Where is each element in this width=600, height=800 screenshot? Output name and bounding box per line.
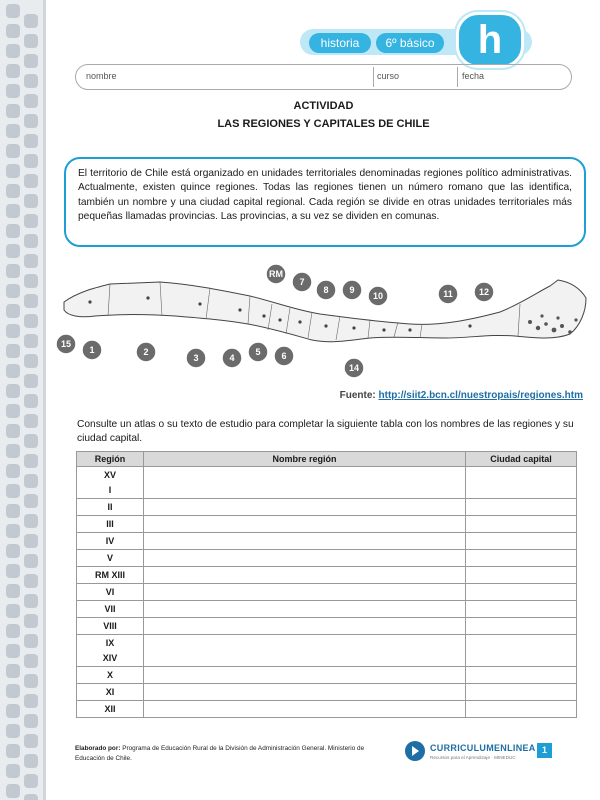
region-marker xyxy=(316,280,336,300)
capital-city-cell[interactable] xyxy=(466,635,577,667)
region-code-cell xyxy=(77,567,144,584)
decorative-square xyxy=(24,334,38,348)
decorative-square xyxy=(24,354,38,368)
subject-logo: h xyxy=(456,12,524,68)
decorative-square xyxy=(6,184,20,198)
region-code-cell xyxy=(77,667,144,684)
region-name-cell[interactable] xyxy=(144,684,466,701)
table-row xyxy=(77,584,577,601)
region-name-cell[interactable] xyxy=(144,618,466,635)
decorative-square xyxy=(24,294,38,308)
decorative-square xyxy=(24,554,38,568)
region-name-cell[interactable] xyxy=(144,567,466,584)
region-marker xyxy=(266,264,286,284)
decorative-square xyxy=(6,304,20,318)
region-marker-label: 4 xyxy=(229,353,235,363)
region-marker xyxy=(474,282,494,302)
date-field-label: fecha xyxy=(462,71,485,81)
region-code: XI xyxy=(105,686,115,697)
grade-badge: 6º básico xyxy=(376,33,444,53)
region-marker xyxy=(186,348,206,368)
decorative-square xyxy=(6,164,20,178)
table-row xyxy=(77,567,577,584)
source-link[interactable]: http://siit2.bcn.cl/nuestropais/regiones.htm xyxy=(378,390,583,401)
decorative-square xyxy=(24,794,38,800)
region-name-cell[interactable] xyxy=(144,584,466,601)
decorative-square xyxy=(6,484,20,498)
decorative-square xyxy=(6,784,20,798)
decorative-square xyxy=(24,314,38,328)
intro-text-box: El territorio de Chile está organizado en unidades territoriales denominadas regiones político administrativas. Actualmente, existen quince regiones. Todas las regiones tienen un número romano que las identifica, también un nombre y una ciudad capital regional. Cada región se divide en otras unidades territoriales más pequeñas llamadas provincias. Las provincias, a su vez se dividen en comunas. xyxy=(64,157,586,247)
region-marker-label: 14 xyxy=(348,363,360,373)
decorative-square xyxy=(6,24,20,38)
decorative-square xyxy=(24,434,38,448)
decorative-square xyxy=(24,454,38,468)
region-marker-label: 1 xyxy=(89,345,95,355)
region-code: XII xyxy=(104,703,116,714)
decorative-square xyxy=(6,504,20,518)
decorative-square xyxy=(6,564,20,578)
decorative-square xyxy=(6,384,20,398)
decorative-square xyxy=(6,724,20,738)
decorative-square xyxy=(24,414,38,428)
region-marker-label: 12 xyxy=(478,287,490,297)
chile-regions-map xyxy=(50,258,590,386)
region-marker-label: 7 xyxy=(299,277,305,287)
decorative-square xyxy=(24,374,38,388)
capital-city-cell[interactable] xyxy=(466,684,577,701)
region-marker-label: 5 xyxy=(255,347,261,357)
decorative-square xyxy=(6,604,20,618)
region-name-cell[interactable] xyxy=(144,467,466,499)
region-marker-label: 8 xyxy=(323,285,329,295)
region-name-cell[interactable] xyxy=(144,533,466,550)
capital-city-cell[interactable] xyxy=(466,701,577,718)
region-name-cell[interactable] xyxy=(144,701,466,718)
region-code-cell xyxy=(77,550,144,567)
decorative-square xyxy=(24,154,38,168)
table-row xyxy=(77,635,577,667)
brand-tagline: Recursos para el Aprendizaje · MINEDUC xyxy=(430,755,516,760)
table-row xyxy=(77,618,577,635)
decorative-square xyxy=(6,144,20,158)
region-marker-label: 9 xyxy=(349,285,355,295)
decorative-square xyxy=(24,754,38,768)
decorative-square xyxy=(24,534,38,548)
decorative-square xyxy=(24,234,38,248)
region-code: RM XIII xyxy=(94,569,125,580)
region-code: IX xyxy=(105,637,115,648)
decorative-square xyxy=(6,44,20,58)
decorative-square xyxy=(24,594,38,608)
region-name-cell[interactable] xyxy=(144,601,466,618)
decorative-square xyxy=(6,244,20,258)
table-row xyxy=(77,499,577,516)
regions-table xyxy=(76,451,577,718)
table-row xyxy=(77,467,577,499)
decorative-square xyxy=(24,94,38,108)
region-marker xyxy=(274,346,294,366)
decorative-square xyxy=(24,114,38,128)
credit-label: Elaborado por: xyxy=(75,745,121,752)
region-code-cell xyxy=(77,684,144,701)
decorative-square xyxy=(24,54,38,68)
decorative-square xyxy=(24,174,38,188)
decorative-square xyxy=(6,224,20,238)
decorative-square xyxy=(6,284,20,298)
decorative-square xyxy=(24,674,38,688)
region-marker xyxy=(248,342,268,362)
table-row xyxy=(77,516,577,533)
decorative-square xyxy=(24,394,38,408)
capital-city-cell[interactable] xyxy=(466,467,577,499)
decorative-square xyxy=(6,324,20,338)
table-row xyxy=(77,550,577,567)
decorative-square xyxy=(24,614,38,628)
decorative-square xyxy=(6,764,20,778)
decorative-square xyxy=(24,774,38,788)
region-code: VI xyxy=(105,586,115,597)
capital-city-cell[interactable] xyxy=(466,550,577,567)
decorative-square xyxy=(6,424,20,438)
student-info-fields xyxy=(75,64,572,90)
region-code: V xyxy=(106,552,113,563)
decorative-square xyxy=(6,684,20,698)
region-name-cell[interactable] xyxy=(144,550,466,567)
decorative-square xyxy=(24,254,38,268)
region-name-cell[interactable] xyxy=(144,667,466,684)
decorative-square xyxy=(6,104,20,118)
region-name-cell[interactable] xyxy=(144,516,466,533)
region-marker-label: RM xyxy=(269,269,283,279)
region-code-cell xyxy=(77,635,144,667)
region-marker-label: 6 xyxy=(281,351,287,361)
decorative-square xyxy=(24,634,38,648)
region-marker-label: 2 xyxy=(143,347,149,357)
decorative-square xyxy=(6,444,20,458)
activity-title: ACTIVIDAD xyxy=(293,100,354,112)
table-instructions: Consulte un atlas o su texto de estudio para completar la siguiente tabla con los nombres de las regiones y su ciudad capital. xyxy=(77,419,574,444)
region-marker-label: 10 xyxy=(372,291,384,301)
region-marker xyxy=(292,272,312,292)
capital-city-cell[interactable] xyxy=(466,516,577,533)
decorative-square xyxy=(6,4,20,18)
decorative-square xyxy=(6,64,20,78)
region-marker xyxy=(368,286,388,306)
region-marker xyxy=(136,342,156,362)
capital-city-cell[interactable] xyxy=(466,584,577,601)
region-name-cell[interactable] xyxy=(144,635,466,667)
decorative-square xyxy=(6,264,20,278)
decorative-square xyxy=(24,34,38,48)
region-code-cell xyxy=(77,467,144,499)
region-marker-label: 11 xyxy=(443,289,453,299)
decorative-square xyxy=(6,644,20,658)
region-marker-label: 3 xyxy=(193,353,199,363)
activity-subtitle: LAS REGIONES Y CAPITALES DE CHILE xyxy=(217,118,430,130)
table-row xyxy=(77,684,577,701)
decorative-square xyxy=(24,514,38,528)
region-code: XIV xyxy=(102,652,118,663)
decorative-square xyxy=(24,214,38,228)
decorative-square xyxy=(6,124,20,138)
decorative-square xyxy=(6,464,20,478)
region-code-cell xyxy=(77,533,144,550)
decorative-square xyxy=(24,194,38,208)
course-field-label: curso xyxy=(377,71,400,81)
decorative-square xyxy=(6,624,20,638)
decorative-square xyxy=(24,14,38,28)
table-row xyxy=(77,667,577,684)
decorative-square xyxy=(24,474,38,488)
table-row xyxy=(77,701,577,718)
curriculum-en-linea-logo xyxy=(404,740,536,766)
decorative-square xyxy=(6,404,20,418)
capital-city-cell[interactable] xyxy=(466,601,577,618)
name-field-label: nombre xyxy=(86,71,117,81)
field-divider xyxy=(373,67,374,87)
decorative-square xyxy=(24,274,38,288)
region-marker-label: 15 xyxy=(60,339,72,349)
table-row xyxy=(77,533,577,550)
decorative-square xyxy=(6,544,20,558)
region-code: IV xyxy=(105,535,115,546)
decorative-square xyxy=(6,704,20,718)
region-code-cell xyxy=(77,516,144,533)
page-number: 1 xyxy=(537,743,552,758)
region-code: X xyxy=(106,669,113,680)
credit-text: Programa de Educación Rural de la División de Administración General. Ministerio de Educación de Chile. xyxy=(75,745,365,762)
decorative-square xyxy=(24,494,38,508)
region-code-cell xyxy=(77,618,144,635)
region-marker xyxy=(222,348,242,368)
decorative-square xyxy=(6,84,20,98)
region-marker xyxy=(344,358,364,378)
region-code: III xyxy=(106,518,114,529)
region-marker xyxy=(56,334,76,354)
region-marker xyxy=(82,340,102,360)
region-code: VIII xyxy=(103,620,117,631)
capital-city-cell[interactable] xyxy=(466,567,577,584)
brand-name: CURRICULUMENLINEA xyxy=(430,743,536,753)
capital-city-cell[interactable] xyxy=(466,499,577,516)
capital-city-cell[interactable] xyxy=(466,667,577,684)
column-header-region: Región xyxy=(77,452,144,467)
region-code: VII xyxy=(104,603,116,614)
column-header-capital: Ciudad capital xyxy=(466,452,577,467)
region-code-cell xyxy=(77,584,144,601)
decorative-square xyxy=(24,654,38,668)
capital-city-cell[interactable] xyxy=(466,533,577,550)
map-source xyxy=(340,390,583,401)
decorative-square xyxy=(6,344,20,358)
field-divider xyxy=(457,67,458,87)
region-code: I xyxy=(108,484,112,495)
source-label: Fuente: xyxy=(339,390,376,401)
arrow-logo-icon xyxy=(404,740,426,762)
footer-credit xyxy=(75,744,365,764)
decorative-square xyxy=(6,584,20,598)
region-marker xyxy=(438,284,458,304)
decorative-square xyxy=(24,714,38,728)
decorative-square xyxy=(24,574,38,588)
region-code: XV xyxy=(103,469,116,480)
region-marker xyxy=(342,280,362,300)
decorative-square xyxy=(6,364,20,378)
table-row xyxy=(77,601,577,618)
region-code-cell xyxy=(77,701,144,718)
capital-city-cell[interactable] xyxy=(466,618,577,635)
region-code-cell xyxy=(77,601,144,618)
column-header-region-name: Nombre región xyxy=(144,452,466,467)
region-code-cell xyxy=(77,499,144,516)
decorative-square xyxy=(24,74,38,88)
decorative-square xyxy=(6,204,20,218)
decorative-square xyxy=(24,694,38,708)
subject-badge: historia xyxy=(309,33,371,53)
table-header-row xyxy=(77,452,577,467)
region-code: II xyxy=(107,501,113,512)
region-name-cell[interactable] xyxy=(144,499,466,516)
decorative-side-strip xyxy=(0,0,46,800)
decorative-square xyxy=(24,734,38,748)
decorative-square xyxy=(24,134,38,148)
decorative-square xyxy=(6,524,20,538)
decorative-square xyxy=(6,744,20,758)
decorative-square xyxy=(6,664,20,678)
